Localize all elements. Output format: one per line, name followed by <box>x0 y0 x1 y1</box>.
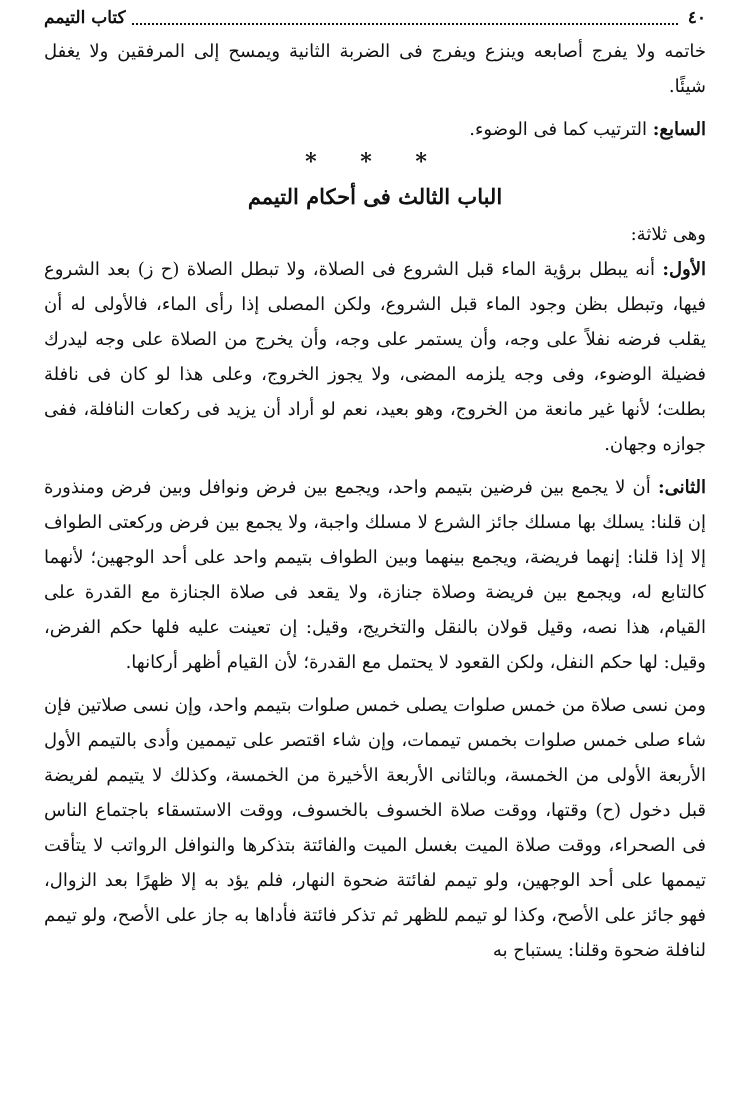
paragraph-intro <box>44 34 706 104</box>
paragraph-third <box>44 688 706 968</box>
running-header <box>44 6 706 30</box>
paragraph-second <box>44 470 706 680</box>
paragraph-seventh-text: الترتيب كما فى الوضوء. <box>469 119 647 140</box>
paragraph-intro-text: خاتمه ولا يفرج أصابعه وينزع ويفرج فى الضربة الثانية ويمسح إلى المرفقين ولا يغفل شيئًا. <box>44 41 706 97</box>
paragraph-first <box>44 252 706 462</box>
paragraph-seventh <box>44 112 706 147</box>
paragraph-seventh-lead: السابع: <box>652 119 706 140</box>
chapter-title: الباب الثالث فى أحكام التيمم <box>247 184 503 209</box>
paragraph-three <box>44 217 706 252</box>
book-title: كتاب التيمم <box>44 8 126 28</box>
section-separator: * * * <box>305 149 445 175</box>
paragraph-first-lead: الأول: <box>662 259 706 280</box>
spacer <box>44 680 706 688</box>
spacer <box>44 462 706 470</box>
paragraph-third-text: ومن نسى صلاة من خمس صلوات يصلى خمس صلوات بتيمم واحد، وإن نسى صلاتين فإن شاء صلى خمس صلوات بخمس تيممات، وإن شاء اقتصر على تيممين وأدى بالتيمم الأول الأربعة الأولى من الخمسة، وبالثانى الأربعة الأخيرة من الخمسة، وكذلك لا يتيمم لفريضة قبل دخول (ح) وقتها، ووقت صلاة الخسوف بالخسوف، ووقت الاستسقاء باجتماع الناس فى الصحراء، ووقت صلاة الميت بغسل الميت والفائتة بتذكرها والنوافل الرواتب لا يتأقت تيممها على أحد الوجهين، ولو تيمم لفائتة ضحوة النهار، فلم يؤد به إلا ظهرًا بعد الزوال، فهو جائز على الأصح، وكذا لو تيمم للظهر ثم تذكر فائتة فأداها به جاز على الأصح، ولو تيمم لنافلة ضحوة وقلنا: يستباح به <box>44 695 706 961</box>
paragraph-three-text: وهى ثلاثة: <box>630 224 706 245</box>
page-number: ٤٠ <box>687 8 706 28</box>
spacer <box>44 104 706 112</box>
paragraph-second-text: أن لا يجمع بين فرضين بتيمم واحد، ويجمع بين فرض ونوافل وبين فرض ومنذورة إن قلنا: يسلك بها مسلك جائز الشرع لا مسلك واجبة، ولا يجمع بين فرض وركعتى الطواف إلا إذا قلنا: إنهما فريضة، ويجمع بينهما وبين الطواف بتيمم واحد على أحد الوجهين؛ لأنهما كالتابع له، ويجمع بين فريضة وصلاة جنازة، ولا يقعد فى صلاة الجنازة مع القدرة على القيام، هذا نصه، وقيل قولان بالنقل والتخريج، وقيل: إن تعينت عليه فلها حكم الفرض، وقيل: لها حكم النفل، ولكن القعود لا يحتمل مع القدرة؛ لأن القيام أظهر أركانها. <box>44 477 706 673</box>
paragraph-first-text: أنه يبطل برؤية الماء قبل الشروع فى الصلاة، ولا تبطل الصلاة (ح ز) بعد الشروع فيها، وتبطل بظن وجود الماء قبل الشروع، ولكن المصلى إذا رأى الماء، فالأولى له أن يقلب فرضه نفلاً على وجه، وأن يستمر على وجه، وأن يخرج من الصلاة على وجه ليدرك فضيلة الوضوء، وفى وجه يلزمه المضى، ولا يجوز الخروج، وعلى هذا لو كان فى نافلة بطلت؛ لأنها غير مانعة من الخروج، وهو بعيد، نعم لو أراد أن يزيد فى ركعات النافلة، ففى جوازه وجهان. <box>44 259 706 455</box>
header-dotted-leader <box>132 11 678 25</box>
paragraph-second-lead: الثانى: <box>657 477 706 498</box>
